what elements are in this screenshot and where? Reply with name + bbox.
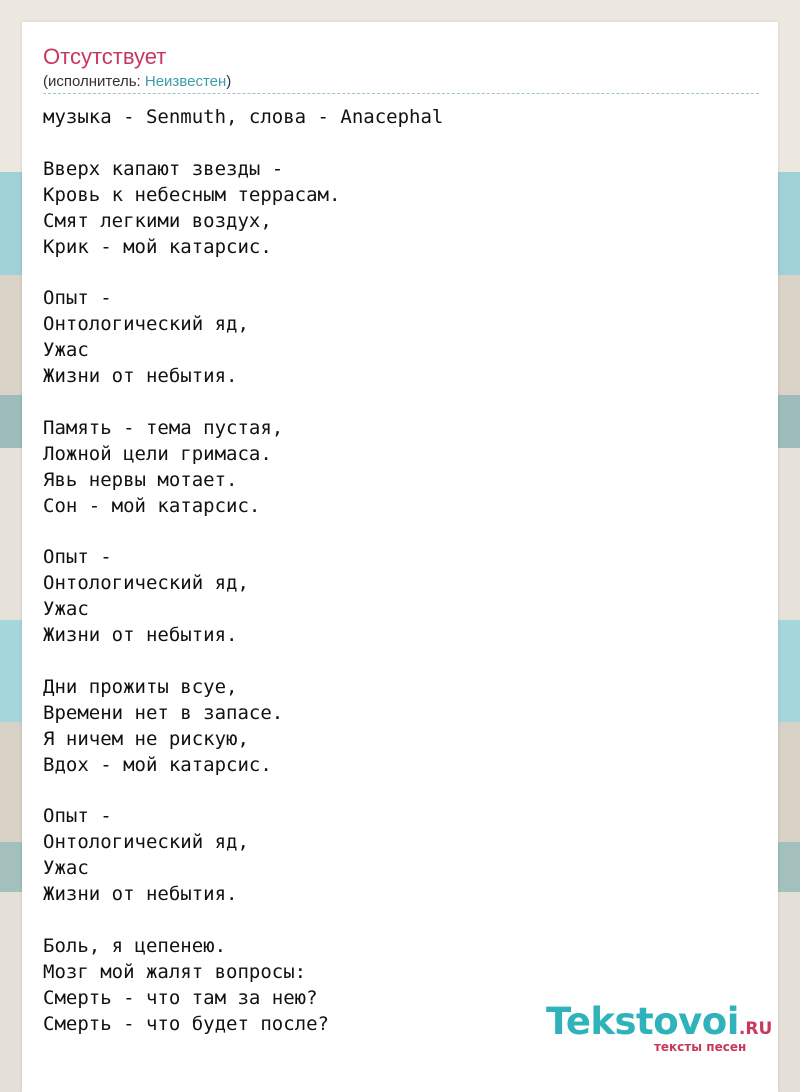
logo-wordmark: Tekstovoi — [546, 1000, 739, 1043]
site-logo[interactable] — [546, 1000, 773, 1054]
lyrics-sheet — [22, 22, 778, 1092]
title-divider — [43, 93, 759, 94]
logo-tld: .RU — [738, 1019, 773, 1039]
artist-link[interactable]: Неизвестен — [144, 73, 227, 90]
artist-line — [43, 73, 231, 91]
artist-prefix: (исполнитель: — [43, 73, 145, 90]
song-title: Отсутствует — [43, 44, 167, 69]
artist-suffix: ) — [226, 73, 232, 90]
lyrics-text: музыка - Senmuth, слова - Anacephal Вверх капают звезды - Кровь к небесным террасам. Смят легкими воздух, Крик - мой катарсис. Опыт - Онтологический яд, Ужас Жизни от небытия. Память - тема пустая, Ложной цели гримаса. Явь нервы мотает. Сон - мой катарсис. Опыт - Онтологический яд, Ужас Жизни от небытия. Дни прожиты всуе, Времени нет в запасе. Я ничем не рискую, Вдох - мой катарсис. Опыт - Онтологический яд, Ужас Жизни от небытия. Боль, я цепенею. Мозг мой жалят вопросы: Смерть - что там за нею? Смерть - что будет после? — [43, 106, 444, 1035]
logo-tagline: тексты песен — [653, 1040, 747, 1054]
